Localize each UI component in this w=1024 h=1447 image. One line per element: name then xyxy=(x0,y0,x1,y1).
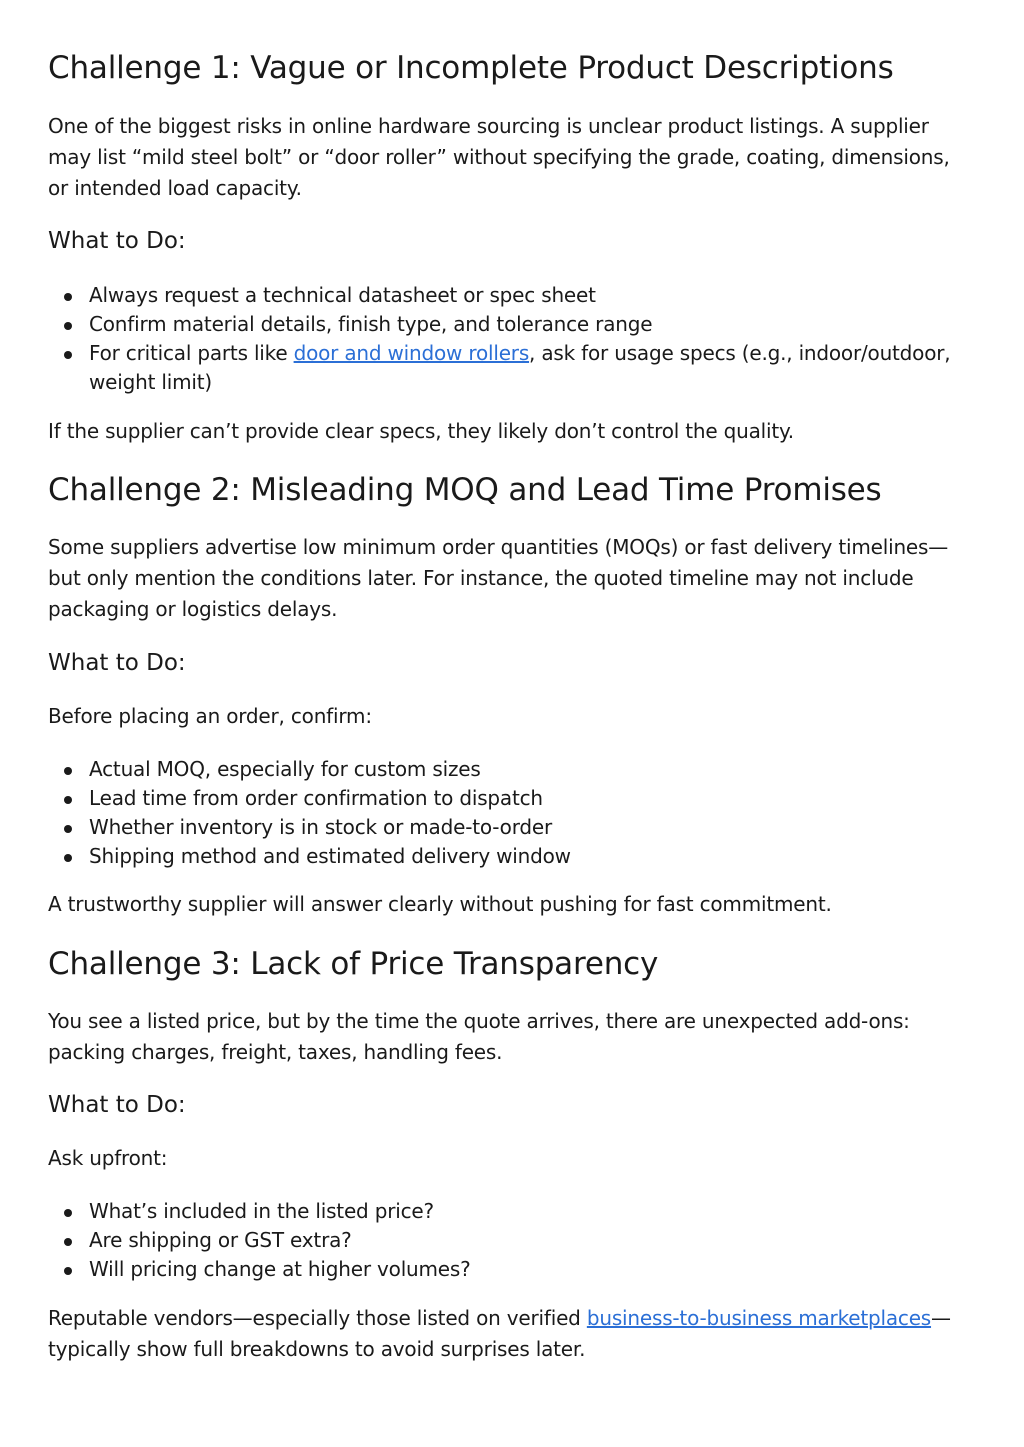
challenge-2-lead: Before placing an order, confirm: xyxy=(48,704,372,728)
bullet-text: For critical parts like xyxy=(89,341,294,365)
challenge-2-closing: A trustworthy supplier will answer clearly without pushing for fast commitment. xyxy=(48,892,832,916)
list-item: Lead time from order confirmation to dispatch xyxy=(48,784,958,813)
list-item: Confirm material details, finish type, and tolerance range xyxy=(48,310,958,339)
list-item: Are shipping or GST extra? xyxy=(48,1226,958,1255)
challenge-1-bullet-list xyxy=(48,281,958,397)
challenge-3-intro: You see a listed price, but by the time the quote arrives, there are unexpected add-ons: packing charges, freight, taxes, handling fees. xyxy=(48,1009,910,1064)
list-item: Shipping method and estimated delivery window xyxy=(48,842,958,871)
challenge-1-heading: Challenge 1: Vague or Incomplete Product Descriptions xyxy=(48,50,894,86)
list-item: Whether inventory is in stock or made-to-order xyxy=(48,813,958,842)
b2b-marketplaces-link[interactable]: business-to-business marketplaces xyxy=(586,1306,932,1330)
challenge-3-lead: Ask upfront: xyxy=(48,1146,168,1170)
bullet-text: , ask for usage specs (e.g., indoor/outdoor, weight limit) xyxy=(89,341,951,394)
challenge-2-bullet-list xyxy=(48,755,958,871)
challenge-2-intro: Some suppliers advertise low minimum order quantities (MOQs) or fast delivery timelines—but only mention the conditions later. For instance, the quoted timeline may not include packaging or logistics delays. xyxy=(48,535,949,621)
challenge-3-closing xyxy=(48,1303,958,1365)
challenge-3-subheading: What to Do: xyxy=(48,1092,186,1118)
list-item xyxy=(48,339,958,397)
list-item: Actual MOQ, especially for custom sizes xyxy=(48,755,958,784)
list-item: What’s included in the listed price? xyxy=(48,1197,958,1226)
closing-text: Reputable vendors—especially those listed on verified xyxy=(48,1306,587,1330)
challenge-2-heading: Challenge 2: Misleading MOQ and Lead Time Promises xyxy=(48,472,882,508)
challenge-3-heading: Challenge 3: Lack of Price Transparency xyxy=(48,946,659,982)
challenge-1-intro: One of the biggest risks in online hardware sourcing is unclear product listings. A supplier may list “mild steel bolt” or “door roller” without specifying the grade, coating, dimensions, or intended load capacity. xyxy=(48,114,950,200)
door-window-rollers-link[interactable]: door and window rollers xyxy=(293,341,530,365)
list-item: Will pricing change at higher volumes? xyxy=(48,1255,958,1284)
challenge-1-closing: If the supplier can’t provide clear specs, they likely don’t control the quality. xyxy=(48,419,794,443)
challenge-1-subheading: What to Do: xyxy=(48,228,186,254)
closing-text: —typically show full breakdowns to avoid surprises later. xyxy=(48,1306,951,1361)
challenge-2-subheading: What to Do: xyxy=(48,650,186,676)
list-item: Always request a technical datasheet or spec sheet xyxy=(48,281,958,310)
challenge-3-bullet-list xyxy=(48,1197,958,1284)
